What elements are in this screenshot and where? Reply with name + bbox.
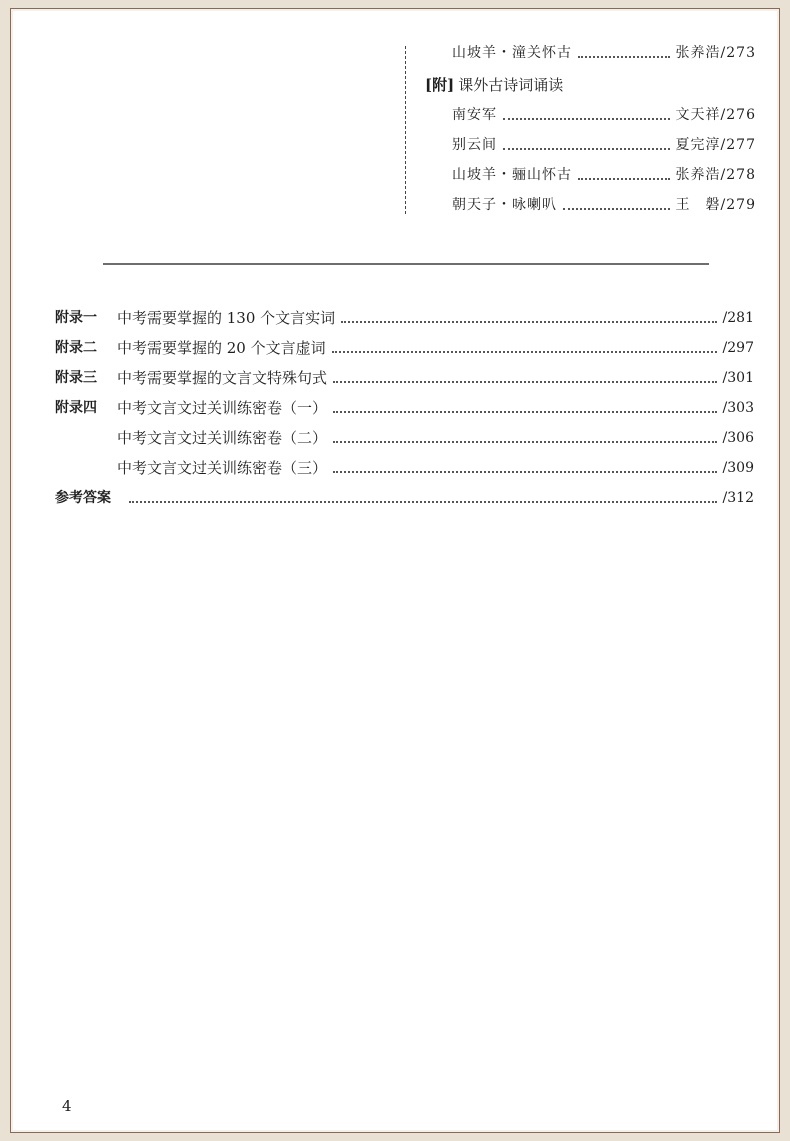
toc-entry[interactable] bbox=[452, 194, 756, 216]
appendix-title: 中考需要掌握的 20 个文言虚词 bbox=[117, 339, 326, 357]
author-page: 张养浩/273 bbox=[675, 45, 756, 61]
vertical-dashed-rule bbox=[405, 46, 406, 214]
appendix-label: 参考答案 bbox=[55, 490, 111, 506]
leader-dots bbox=[503, 148, 670, 150]
appendix-entry[interactable] bbox=[55, 367, 754, 389]
author-page: 王 磐/279 bbox=[675, 197, 756, 213]
leader-dots bbox=[333, 411, 717, 413]
toc-entry[interactable] bbox=[452, 164, 756, 186]
appendix-title: 中考文言文过关训练密卷（三） bbox=[117, 459, 328, 477]
section-separator bbox=[103, 263, 709, 265]
appendix-entry[interactable] bbox=[55, 457, 754, 479]
poem-title: 朝天子・咏喇叭 bbox=[452, 197, 557, 213]
leader-dots bbox=[563, 208, 670, 210]
appendix-page: /309 bbox=[722, 460, 754, 476]
author-page: 张养浩/278 bbox=[675, 167, 756, 183]
appendix-title: 中考文言文过关训练密卷（一） bbox=[117, 399, 328, 417]
leader-dots bbox=[578, 56, 670, 58]
leader-dots bbox=[333, 381, 717, 383]
leader-dots bbox=[333, 441, 717, 443]
appendix-label: 附录三 bbox=[55, 370, 97, 386]
poem-title: 南安军 bbox=[452, 107, 497, 123]
appendix-entry[interactable] bbox=[55, 487, 754, 509]
appendix-title: 中考需要掌握的文言文特殊句式 bbox=[117, 369, 328, 387]
leader-dots bbox=[503, 118, 670, 120]
leader-dots bbox=[129, 501, 717, 503]
leader-dots bbox=[332, 351, 717, 353]
appendix-label: 附录二 bbox=[55, 340, 97, 356]
leader-dots bbox=[341, 321, 716, 323]
poem-title: 山坡羊・骊山怀古 bbox=[452, 167, 572, 183]
appendix-entry[interactable] bbox=[55, 337, 754, 359]
appendix-page: /312 bbox=[722, 490, 754, 506]
section-heading bbox=[425, 74, 563, 96]
poem-title: 山坡羊・潼关怀古 bbox=[452, 45, 572, 61]
appendix-page: /306 bbox=[722, 430, 754, 446]
appendix-entry[interactable] bbox=[55, 397, 754, 419]
leader-dots bbox=[333, 471, 717, 473]
toc-entry[interactable] bbox=[452, 42, 756, 64]
appendix-entry[interactable] bbox=[55, 307, 754, 329]
page-number: 4 bbox=[62, 1097, 72, 1115]
appendix-label: 附录四 bbox=[55, 400, 97, 416]
appendix-page: /297 bbox=[722, 340, 754, 356]
author-page: 文天祥/276 bbox=[675, 107, 756, 123]
appendix-page: /281 bbox=[722, 310, 754, 326]
toc-entry[interactable] bbox=[452, 104, 756, 126]
appendix-page: /303 bbox=[722, 400, 754, 416]
author-page: 夏完淳/277 bbox=[675, 137, 756, 153]
appendix-title: 中考文言文过关训练密卷（二） bbox=[117, 429, 328, 447]
appendix-entry[interactable] bbox=[55, 427, 754, 449]
poem-title: 别云间 bbox=[452, 137, 497, 153]
toc-entry[interactable] bbox=[452, 134, 756, 156]
appendix-label: 附录一 bbox=[55, 310, 97, 326]
section-label: 课外古诗词诵读 bbox=[458, 76, 564, 94]
appendix-title: 中考需要掌握的 130 个文言实词 bbox=[117, 309, 336, 327]
leader-dots bbox=[578, 178, 670, 180]
section-bracket: [附] bbox=[425, 76, 455, 94]
appendix-page: /301 bbox=[722, 370, 754, 386]
